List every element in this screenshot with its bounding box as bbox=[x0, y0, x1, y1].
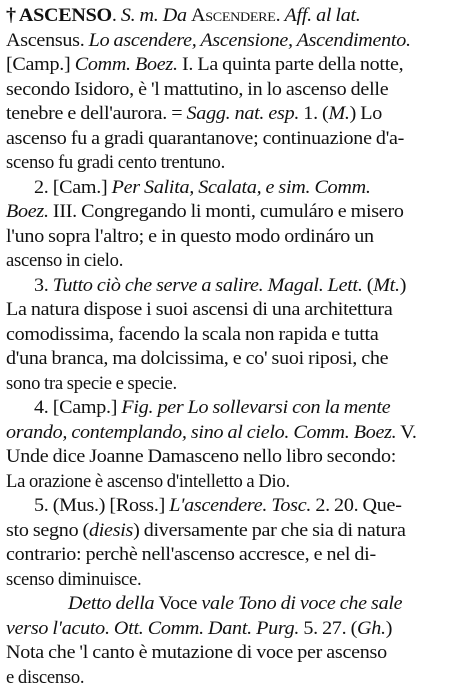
text-segment: Ascensus. bbox=[6, 30, 89, 51]
text-segment: 3. bbox=[34, 275, 53, 296]
text-segment: ) bbox=[386, 618, 392, 639]
text-segment: 5. 27. ( bbox=[299, 618, 357, 639]
text-segment: Lo ascendere, Ascensione, Ascendimento. bbox=[89, 30, 411, 51]
text-segment: Unde dice Joanne Damasceno nello libro secondo: bbox=[6, 446, 396, 467]
text-segment: . bbox=[276, 5, 285, 26]
text-line bbox=[6, 421, 467, 446]
text-segment: Sagg. nat. esp. bbox=[187, 103, 300, 124]
text-line bbox=[6, 372, 462, 397]
text-segment: I. La quinta parte della notte, bbox=[178, 54, 404, 75]
text-line bbox=[6, 151, 462, 176]
text-segment: secondo Isidoro, è 'l mattutino, in lo ascenso delle bbox=[6, 79, 388, 100]
text-segment: [Camp.] bbox=[6, 54, 75, 75]
text-segment: Ascendere bbox=[191, 5, 276, 26]
text-line bbox=[6, 249, 462, 274]
text-segment: sono tra specie e specie. bbox=[6, 373, 177, 394]
text-segment: ) Lo bbox=[350, 103, 382, 124]
text-segment: La orazione è ascenso d'intelletto a Dio. bbox=[6, 471, 290, 492]
dictionary-entry-ascenso bbox=[6, 4, 462, 690]
text-segment: scenso diminuisce. bbox=[6, 569, 141, 590]
text-line bbox=[6, 519, 467, 544]
text-line bbox=[6, 102, 467, 127]
text-line bbox=[6, 617, 467, 642]
text-line bbox=[6, 445, 467, 470]
text-segment: tenebre e dell'aurora. = bbox=[6, 103, 187, 124]
text-line bbox=[6, 543, 467, 568]
text-line bbox=[6, 641, 467, 666]
text-segment: 4. [Camp.] bbox=[34, 397, 121, 418]
text-segment: ) diversamente par che sia di natura bbox=[133, 520, 406, 541]
text-segment: La natura dispose i suoi ascensi di una architettura bbox=[6, 299, 392, 320]
text-line bbox=[6, 53, 467, 78]
text-segment: scenso fu gradi cento trentuno. bbox=[6, 152, 225, 173]
text-segment: ASCENSO bbox=[19, 5, 112, 26]
text-segment: vale Tono di voce che sale bbox=[201, 593, 402, 614]
text-segment: M. bbox=[328, 103, 349, 124]
text-segment: 1. ( bbox=[299, 103, 328, 124]
text-line bbox=[6, 29, 467, 54]
text-segment: . bbox=[112, 5, 121, 26]
text-line bbox=[6, 568, 462, 593]
text-segment: contrario: perchè nell'ascenso accresce, e nel di- bbox=[6, 544, 376, 565]
text-line bbox=[4, 396, 467, 421]
text-segment: ( bbox=[363, 275, 374, 296]
text-segment: 2. [Cam.] bbox=[34, 177, 112, 198]
text-segment: ascenso in cielo. bbox=[6, 250, 123, 271]
text-segment: L'ascendere. Tosc. bbox=[169, 495, 311, 516]
text-line bbox=[4, 494, 467, 519]
text-segment: † bbox=[6, 5, 19, 26]
text-line bbox=[6, 347, 467, 372]
text-segment: diesis bbox=[89, 520, 133, 541]
text-segment: d'una branca, ma dolcissima, e co' suoi riposi, che bbox=[6, 348, 388, 369]
text-segment: Nota che 'l canto è mutazione di voce per ascenso bbox=[6, 642, 387, 663]
text-line bbox=[4, 274, 467, 299]
text-segment: comodissima, facendo la scala non rapida e tutta bbox=[6, 324, 378, 345]
text-segment: ascenso fu a gradi quarantanove; continuazione d'a- bbox=[6, 128, 404, 149]
text-segment: Per Salita, Scalata, e sim. Comm. bbox=[112, 177, 371, 198]
text-line bbox=[6, 78, 467, 103]
text-segment: ) bbox=[400, 275, 406, 296]
text-segment: V. bbox=[396, 422, 416, 443]
text-segment: Tutto ciò che serve a salire. Magal. Lett. bbox=[53, 275, 363, 296]
text-segment: Fig. per Lo sollevarsi con la mente bbox=[121, 397, 390, 418]
text-line bbox=[6, 323, 467, 348]
text-segment: verso l'acuto. Ott. Comm. Dant. Purg. bbox=[6, 618, 299, 639]
text-line bbox=[6, 4, 467, 29]
text-line bbox=[6, 200, 467, 225]
text-line bbox=[4, 176, 467, 201]
text-line bbox=[6, 225, 467, 250]
text-segment: Detto della bbox=[68, 593, 159, 614]
text-segment: Boez. bbox=[6, 201, 49, 222]
text-line bbox=[6, 127, 467, 152]
text-segment: l'uno sopra l'altro; e in questo modo ordináro un bbox=[6, 226, 374, 247]
text-line bbox=[6, 298, 467, 323]
text-segment: 2. 20. Que- bbox=[311, 495, 402, 516]
text-segment: Comm. Boez. bbox=[75, 54, 178, 75]
text-segment: Gh. bbox=[357, 618, 386, 639]
text-segment: Voce bbox=[159, 593, 202, 614]
text-segment: S. m. Da bbox=[121, 5, 191, 26]
text-segment: sto segno ( bbox=[6, 520, 89, 541]
text-segment: Aff. al lat. bbox=[285, 5, 361, 26]
text-segment: III. Congregando li monti, cumuláro e misero bbox=[49, 201, 404, 222]
text-segment: 5. (Mus.) [Ross.] bbox=[34, 495, 169, 516]
text-segment: orando, contemplando, sino al cielo. Comm. Boez. bbox=[6, 422, 396, 443]
text-segment: e discenso. bbox=[6, 667, 84, 688]
text-line bbox=[6, 470, 462, 495]
text-line bbox=[6, 666, 462, 690]
text-segment: Mt. bbox=[373, 275, 400, 296]
text-line bbox=[1, 592, 467, 617]
